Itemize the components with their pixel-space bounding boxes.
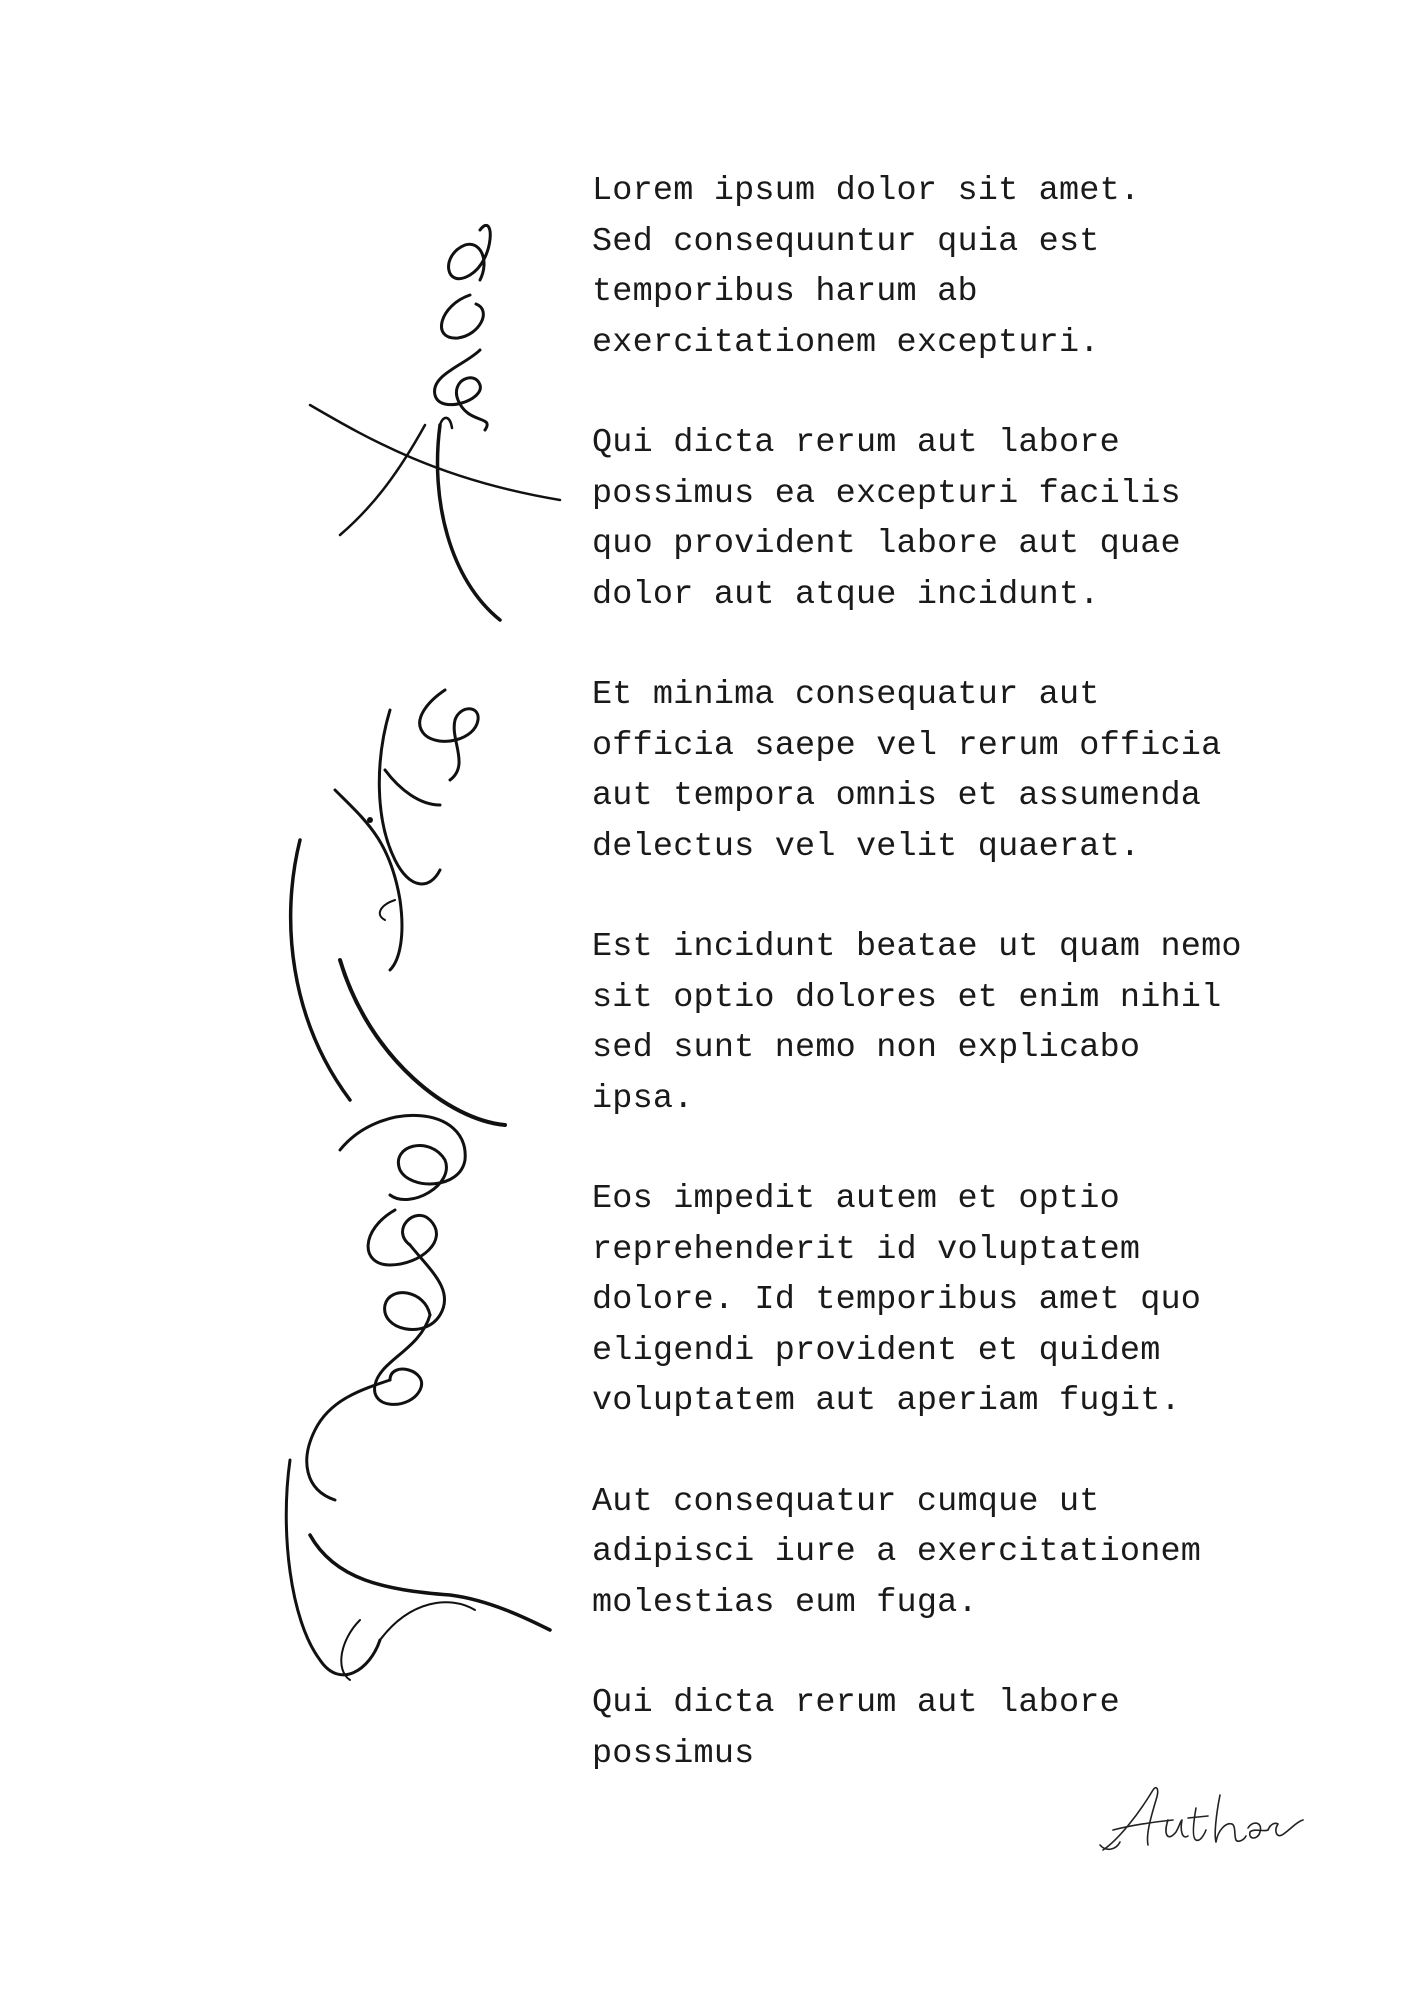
title-word-here: [310, 225, 560, 620]
title-word-poem: [286, 1115, 550, 1680]
poem-line: officia saepe vel rerum officia: [592, 726, 1222, 765]
stanza-6: [592, 1477, 1352, 1629]
poem-title-script: [280, 200, 580, 1740]
poem-line: exercitationem excepturi.: [592, 323, 1100, 362]
title-word-title: [291, 690, 505, 1125]
poem-line: Eos impedit autem et optio: [592, 1180, 1120, 1218]
stanza-7: [592, 1678, 1352, 1779]
poem-line: adipisci iure a exercitationem: [592, 1533, 1202, 1571]
poem-line: Qui dicta rerum aut labore: [592, 424, 1120, 462]
poem-line: quo provident labore aut quae: [592, 525, 1181, 563]
poem-line: Aut consequatur cumque ut: [592, 1482, 1100, 1521]
poem-line: dolor aut atque incidunt.: [592, 575, 1100, 614]
stanza-5: [592, 1174, 1352, 1427]
poem-body: [592, 166, 1352, 1829]
poem-line: Et minima consequatur aut: [592, 676, 1100, 714]
poem-line: Sed consequuntur quia est: [592, 222, 1100, 261]
poem-line: dolore. Id temporibus amet quo: [592, 1281, 1202, 1319]
poem-line: ipsa.: [592, 1079, 694, 1118]
poem-line: aut tempora omnis et assumenda: [592, 777, 1202, 815]
poem-line: Est incidunt beatae ut quam nemo: [592, 928, 1242, 966]
poem-line: Lorem ipsum dolor sit amet.: [592, 172, 1141, 210]
poem-line: reprehenderit id voluptatem: [592, 1230, 1141, 1269]
poem-line: possimus ea excepturi facilis: [592, 474, 1181, 513]
poem-line: delectus vel velit quaerat.: [592, 827, 1141, 866]
poem-line: possimus: [592, 1734, 755, 1773]
author-signature: [1098, 1780, 1308, 1860]
stanza-1: [592, 166, 1352, 368]
poem-line: voluptatem aut aperiam fugit.: [592, 1382, 1181, 1420]
stanza-4: [592, 922, 1352, 1124]
stanza-3: [592, 670, 1352, 872]
poem-line: sit optio dolores et enim nihil: [592, 978, 1222, 1017]
poem-line: molestias eum fuga.: [592, 1583, 978, 1622]
stanza-2: [592, 418, 1352, 620]
poem-line: temporibus harum ab: [592, 273, 978, 311]
poem-line: Qui dicta rerum aut labore: [592, 1684, 1120, 1722]
poem-line: sed sunt nemo non explicabo: [592, 1029, 1141, 1067]
poem-line: eligendi provident et quidem: [592, 1331, 1161, 1370]
